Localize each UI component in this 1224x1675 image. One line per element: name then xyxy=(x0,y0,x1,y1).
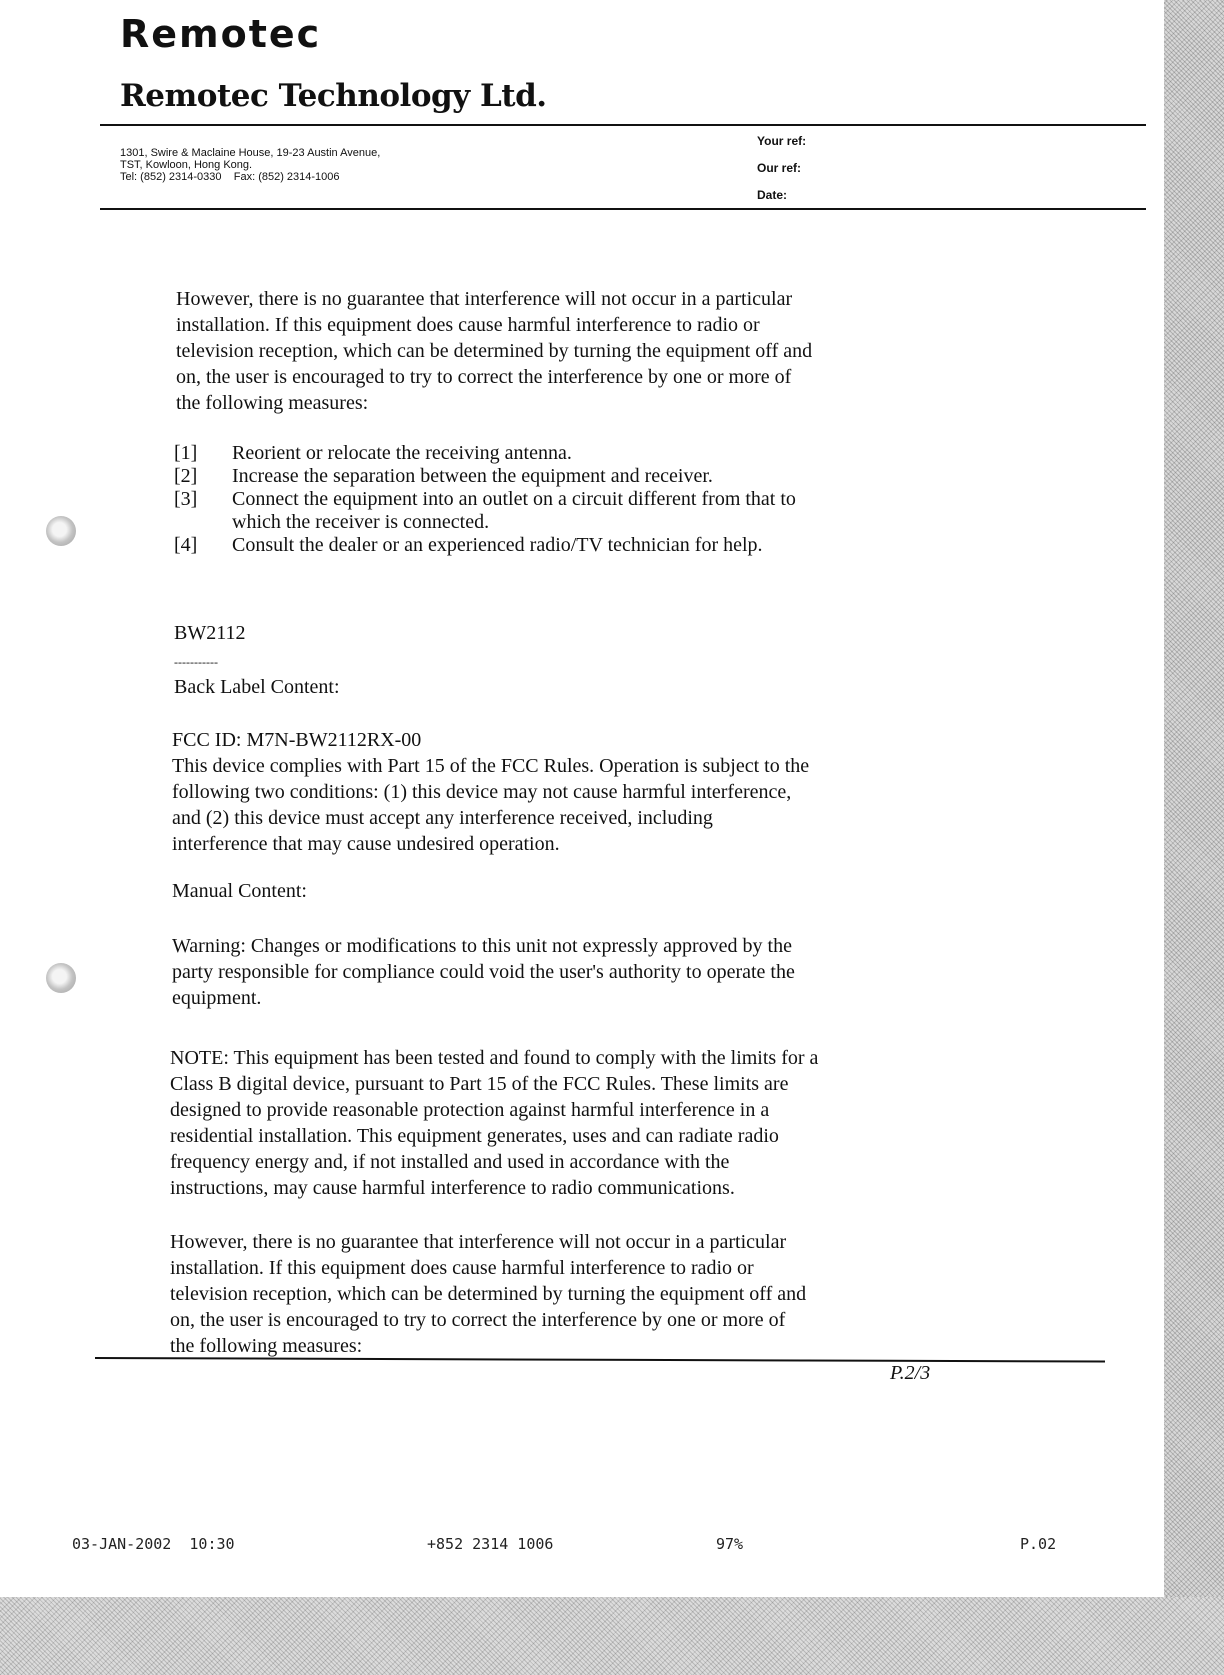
address-line: TST, Kowloon, Hong Kong. xyxy=(120,159,253,171)
header-rule-top xyxy=(100,124,1146,126)
page-rule xyxy=(95,1357,1105,1363)
address-line: Tel: (852) 2314-0330 Fax: (852) 2314-1006 xyxy=(120,171,340,183)
list-text: Consult the dealer or an experienced radio/TV technician for help. xyxy=(232,534,763,556)
fcc-id: FCC ID: M7N-BW2112RX-00 xyxy=(172,729,422,751)
page-number: P.2/3 xyxy=(890,1362,931,1384)
list-item xyxy=(174,534,934,557)
list-item xyxy=(174,465,934,488)
interference-paragraph-repeat: However, there is no guarantee that interference will not occur in a particular installation. If this equipment does cause harmful interference to radio or television reception, which can be determined by turning the equipment off and on, the user is encouraged to try to correct the interference by one or more of the following measures: xyxy=(170,1231,807,1357)
model-underline: ----------- xyxy=(174,655,218,669)
fax-date-time: 03-JAN-2002 10:30 xyxy=(72,1535,235,1553)
reference-fields xyxy=(757,134,806,215)
company-name: Remotec Technology Ltd. xyxy=(120,78,547,114)
our-ref-label: Our ref: xyxy=(757,161,802,175)
back-label-heading: Back Label Content: xyxy=(174,676,340,698)
list-item xyxy=(174,488,934,534)
fcc-label-block xyxy=(172,727,952,857)
list-text: Reorient or relocate the receiving antenna. xyxy=(232,442,572,464)
header-rule-bottom xyxy=(100,208,1146,210)
fax-phone: +852 2314 1006 xyxy=(427,1535,554,1553)
measures-list xyxy=(174,442,934,557)
list-item xyxy=(174,442,934,465)
address-line: 1301, Swire & Maclaine House, 19-23 Austin Avenue, xyxy=(120,147,381,159)
list-text: Increase the separation between the equipment and receiver. xyxy=(232,465,713,487)
scan-noise-bottom xyxy=(0,1597,1224,1675)
list-number: [3] xyxy=(174,488,198,510)
manual-content-heading: Manual Content: xyxy=(172,880,307,902)
list-text: Connect the equipment into an outlet on a circuit different from that to which the receiver is connected. xyxy=(232,488,796,533)
fcc-statement: This device complies with Part 15 of the FCC Rules. Operation is subject to the following two conditions: (1) this device may not cause harmful interference, and (2) this device must accept any interference received, including interference that may cause undesired operation. xyxy=(172,755,810,855)
warning-paragraph: Warning: Changes or modifications to this unit not expressly approved by the party responsible for compliance could void the user's authority to operate the equipment. xyxy=(172,935,795,1009)
interference-paragraph: However, there is no guarantee that interference will not occur in a particular installation. If this equipment does cause harmful interference to radio or television reception, which can be determined by turning the equipment off and on, the user is encouraged to try to correct the interference by one or more of the following measures: xyxy=(176,288,813,414)
note-paragraph: NOTE: This equipment has been tested and found to comply with the limits for a Class B digital device, pursuant to Part 15 of the FCC Rules. These limits are designed to provide reasonable protection against harmful interference in a residential installation. This equipment generates, uses and can radiate radio frequency energy and, if not installed and used in accordance with the instructions, may cause harmful interference to radio communications. xyxy=(170,1047,819,1199)
scan-noise-right xyxy=(1164,0,1224,1675)
brand-logo: Remotec xyxy=(120,12,322,56)
punch-hole-icon xyxy=(46,516,76,546)
punch-hole-icon xyxy=(46,963,76,993)
company-address xyxy=(120,147,380,183)
date-label: Date: xyxy=(757,188,788,202)
your-ref-label: Your ref: xyxy=(757,134,807,148)
fax-page: P.02 xyxy=(1020,1535,1057,1553)
list-number: [2] xyxy=(174,465,198,487)
list-number: [4] xyxy=(174,534,198,556)
fax-quality: 97% xyxy=(716,1535,744,1553)
list-number: [1] xyxy=(174,442,198,464)
model-number: BW2112 xyxy=(174,622,246,644)
